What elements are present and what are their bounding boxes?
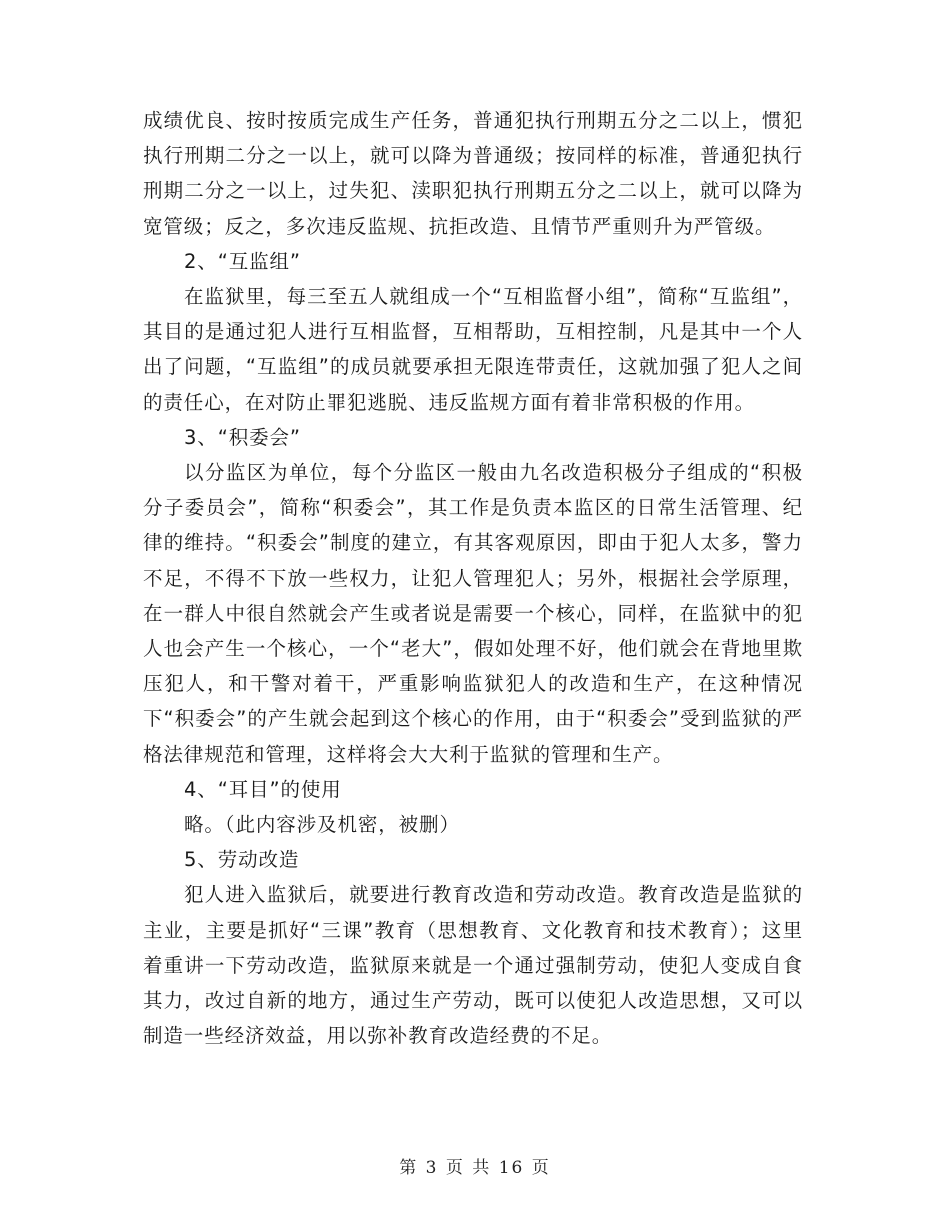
page-number-footer: 第 3 页 共 16 页 bbox=[399, 1158, 551, 1178]
paragraph-mutual-supervision: 在监狱里，每三至五人就组成一个“互相监督小组”，简称“互监组”，其目的是通过犯人进行互相监督，互相帮助，互相控制，凡是其中一个人出了问题，“互监组”的成员就要承担无限连带责任，这就加强了犯人之间的责任心，在对防止罪犯逃脱、违反监规方面有着非常积极的作用。 bbox=[143, 285, 803, 414]
paragraph-continuation: 成绩优良、按时按质完成生产任务，普通犯执行刑期五分之二以上，惯犯执行刑期二分之一以上，就可以降为普通级；按同样的标准，普通犯执行刑期二分之一以上，过失犯、渎职犯执行刑期五分之二以上，就可以降为宽管级；反之，多次违反监规、抗拒改造、且情节严重则升为严管级。 bbox=[143, 109, 803, 238]
section-heading-labor-reform: 5、劳动改造 bbox=[184, 848, 300, 872]
section-heading-activist-committee: 3、“积委会” bbox=[184, 425, 301, 449]
paragraph-labor-reform: 犯人进入监狱后，就要进行教育改造和劳动改造。教育改造是监狱的主业，主要是抓好“三课”教育（思想教育、文化教育和技术教育）；这里着重讲一下劳动改造，监狱原来就是一个通过强制劳动，使犯人变成自食其力，改过自新的地方，通过生产劳动，既可以使犯人改造思想，又可以制造一些经济效益，用以弥补教育改造经费的不足。 bbox=[143, 883, 803, 1048]
paragraph-activist-committee: 以分监区为单位，每个分监区一般由九名改造积极分子组成的“积极分子委员会”，简称“积委会”，其工作是负责本监区的日常生活管理、纪律的维持。“积委会”制度的建立，有其客观原因，即由于犯人太多，警力不足，不得不下放一些权力，让犯人管理犯人；另外，根据社会学原理，在一群人中很自然就会产生或者说是需要一个核心，同样，在监狱中的犯人也会产生一个核心，一个“老大”，假如处理不好，他们就会在背地里欺压犯人，和干警对着干，严重影响监狱犯人的改造和生产，在这种情况下“积委会”的产生就会起到这个核心的作用，由于“积委会”受到监狱的严格法律规范和管理，这样将会大大利于监狱的管理和生产。 bbox=[143, 461, 803, 766]
document-body bbox=[143, 103, 803, 1053]
section-heading-informants: 4、“耳目”的使用 bbox=[184, 777, 342, 801]
section-heading-mutual-supervision: 2、“互监组” bbox=[184, 249, 301, 273]
paragraph-informants: 略。（此内容涉及机密，被删） bbox=[184, 813, 460, 837]
